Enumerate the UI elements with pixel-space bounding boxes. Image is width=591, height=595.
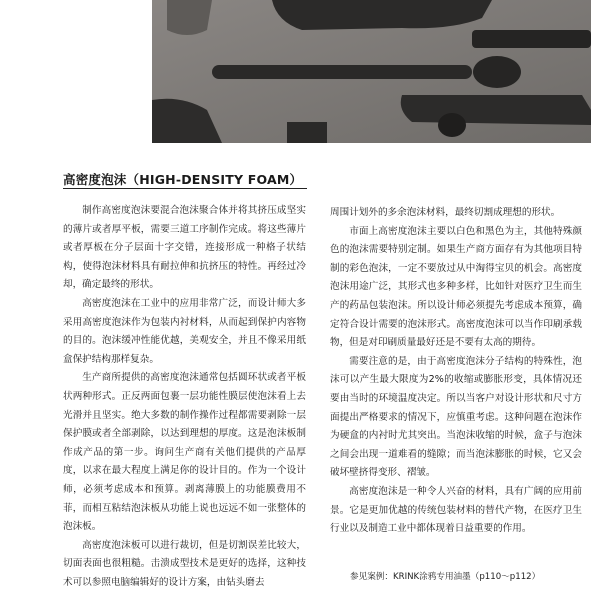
paragraph-continued: 周围计划外的多余泡沫材料，最终切割成理想的形状。 <box>330 207 561 218</box>
foam-cutouts-image <box>152 0 591 143</box>
paragraph: 高密度泡沫是一种令人兴奋的材料，具有广阔的应用前景。它是更加优越的传统包装材料的替代产物，在医疗卫生行业以及制造工业中都体现着日益重要的作用。 <box>330 485 582 535</box>
paragraph: 需要注意的是，由于高密度泡沫分子结构的特殊性，泡沫可以产生最大限度为2%的收缩或膨胀形变，具体情况还要由当时的环境温度决定。所以当客户对设计形状和尺寸方面提出严格要求的情况下，应慎重考虑。这种问题在泡沫作为硬盒的内衬时尤其突出。当泡沫收缩的时候，盒子与泡沫之间会出现一道难看的缝隙；而当泡沫膨胀的时候，它又会破坏壁挤得变形、褶皱。 <box>330 355 582 479</box>
heading-divider <box>63 188 307 189</box>
foam-insert-photo <box>152 0 591 143</box>
paragraph: 市面上高密度泡沫主要以白色和黑色为主，其他特殊颜色的泡沫需要特别定制。如果生产商方面存有为其他项目特制的彩色泡沫，一定不要放过从中淘得宝贝的机会。高密度泡沫用途广泛，其形式也多种多样，比如针对医疗卫生而生产的药品包装泡沫。所以设计师必须提先考虑成本预算，确定符合设计需要的泡沫形式。高密度泡沫可以当作印刷承载物，但是对印刷质量最好还是不要有太高的期待。 <box>330 225 582 349</box>
paragraph: 制作高密度泡沫要混合泡沫聚合体并将其挤压成坚实的薄片或者厚平板，需要三道工序制作完成。将这些薄片或者厚板在分子层面十字交错，连接形成一种格子状结构，使得泡沫材料具有耐拉伸和抗挤压的特性。再经过冷却，确定最终的形状。 <box>63 205 306 291</box>
paragraph: 生产商所提供的高密度泡沫通常包括圆环状或者平板状两种形式。正反两面包裹一层功能性膜层使泡沫看上去光滑并且坚实。绝大多数的制作操作过程都需要剥除一层保护膜或者全部剥除，以达到理想的厚度。这是泡沫板制作成产品的第一步。询问生产商有关他们提供的产品厚度，以求在最大程度上满足你的设计目的。作为一个设计师，必须考虑成本和预算。剥离薄膜上的功能膜费用不菲，而相互粘结泡沫板从功能上说也远远不如一张整体的泡沫板。 <box>63 372 306 533</box>
left-text-column <box>63 202 306 592</box>
paragraph: 高密度泡沫在工业中的应用非常广泛，而设计师大多采用高密度泡沫作为包装内衬材料，从而起到保护内容物的目的。泡沫缓冲性能优越，美观安全，并且不像采用纸盒保护结构那样复杂。 <box>63 297 306 365</box>
right-text-column <box>330 204 582 539</box>
paragraph: 高密度泡沫板可以进行裁切，但是切割误差比较大，切面表面也很粗糙。击溃成型技术是更好的选择，这种技术可以参照电脑编辑好的设计方案，由钻头磨去 <box>63 539 306 588</box>
case-reference: 参见案例：KRINK涂鸦专用油墨（p110～p112） <box>350 572 541 582</box>
section-heading: 高密度泡沫（HIGH-DENSITY FOAM） <box>63 172 303 187</box>
